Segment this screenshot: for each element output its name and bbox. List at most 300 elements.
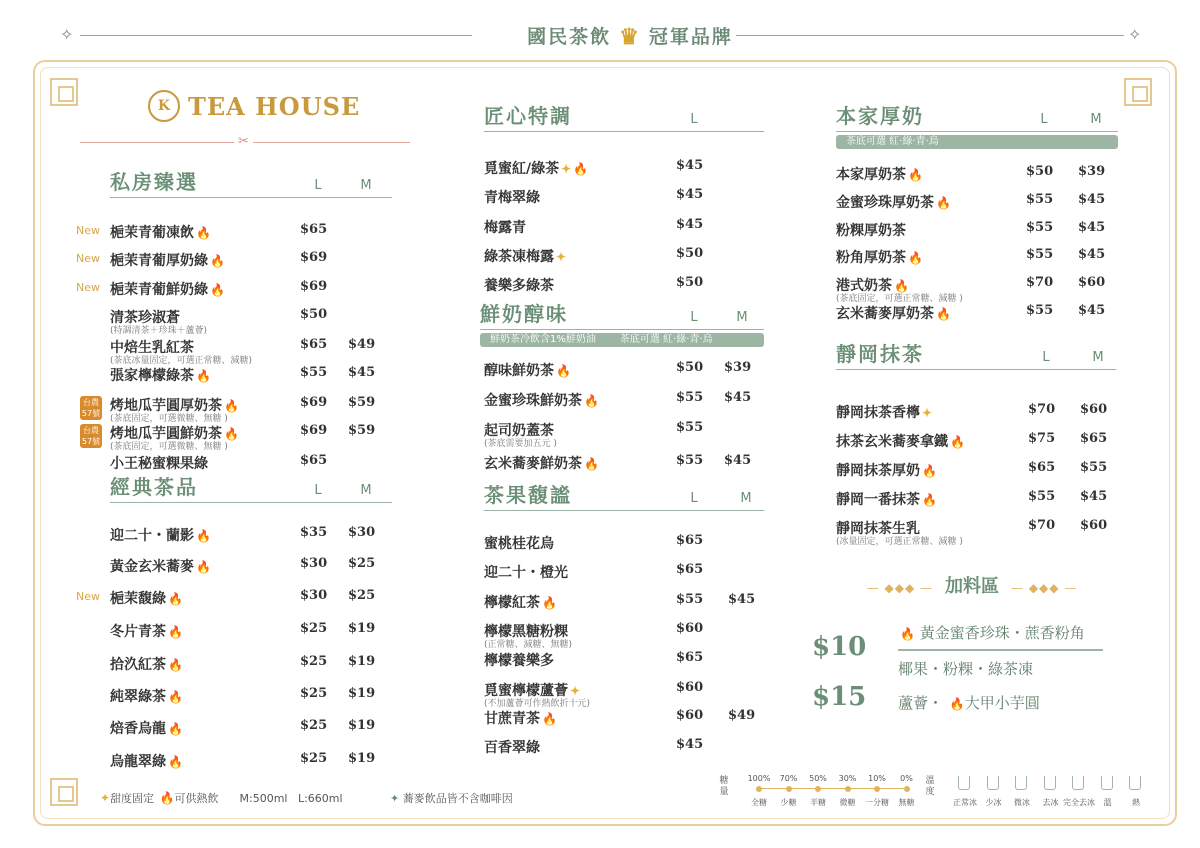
item-name-text: 梔茉青葡厚奶綠	[110, 253, 208, 269]
menu-item	[836, 431, 1116, 451]
item-name-text: 港式奶茶	[836, 278, 892, 294]
section-private	[76, 170, 392, 472]
new-badge: New	[76, 590, 100, 603]
sugar-dot	[756, 786, 762, 792]
section-title: 匠心特調	[484, 104, 572, 128]
menu-item	[836, 164, 1118, 184]
menu-item	[484, 680, 764, 709]
price-medium: $19	[348, 621, 376, 636]
item-name-text: 起司奶蓋茶	[484, 423, 554, 439]
section-header	[480, 302, 764, 330]
addon-text: 蘆薈・	[898, 694, 944, 712]
size-l: L:660ml	[297, 792, 343, 805]
price-large: $70	[1028, 402, 1056, 417]
ornament-icon: — ◆◆◆ —	[1011, 581, 1078, 595]
menu-item	[484, 187, 764, 207]
sweet-fixed-icon: ✦	[556, 250, 567, 264]
item-name-text: 純翠綠茶	[110, 689, 166, 705]
price-large: $55	[1028, 489, 1056, 504]
item-name	[836, 460, 937, 480]
item-name	[836, 164, 923, 184]
item-name	[110, 525, 211, 545]
cup-icon	[1015, 776, 1027, 790]
item-name-text: 烤地瓜芋圓厚奶茶	[110, 398, 222, 414]
temperature-level: 溫	[1103, 798, 1112, 807]
price-large: $65	[676, 650, 704, 665]
price-large: $50	[676, 360, 704, 375]
menu-item	[110, 337, 392, 366]
price-medium: $45	[1078, 247, 1106, 262]
slogan-left: 國民茶飲	[527, 26, 612, 48]
section-header	[836, 104, 1118, 132]
menu-item	[484, 592, 764, 612]
price-large: $65	[1028, 460, 1056, 475]
size-label-large: L	[690, 310, 698, 325]
item-name	[836, 220, 906, 240]
item-name-text: 冬片青茶	[110, 624, 166, 640]
item-name-text: 梔茉青葡鮮奶綠	[110, 282, 208, 298]
item-name-text: 靜岡抹茶香檸	[836, 405, 920, 421]
item-name	[836, 192, 951, 212]
hot-icon: 🔥	[196, 226, 211, 240]
hot-icon: 🔥	[949, 697, 965, 711]
menu-item	[484, 246, 764, 266]
menu-item	[110, 718, 392, 738]
item-name-text: 迎二十・橙光	[484, 565, 568, 581]
addon-text: 黃金蜜香珍珠・蔗香粉角	[919, 624, 1085, 642]
price-medium: $60	[1080, 518, 1108, 533]
menu-item	[836, 303, 1118, 323]
band-text: 茶底可選 紅‧綠‧青‧烏	[619, 334, 713, 345]
price-medium: $25	[348, 556, 376, 571]
price-medium: $45	[1078, 303, 1106, 318]
item-name	[484, 360, 571, 380]
price-medium: $45	[728, 592, 756, 607]
item-name	[484, 533, 554, 553]
price-large: $69	[300, 423, 328, 438]
item-name-text: 檸檬黑糖粉粿	[484, 624, 568, 640]
brand-logo	[148, 90, 360, 122]
section-craft	[484, 104, 764, 294]
item-name	[110, 453, 208, 473]
item-name	[484, 708, 557, 728]
item-name-text: 迎二十・蘭影	[110, 528, 194, 544]
hot-icon: 🔥	[908, 168, 923, 182]
price-medium: $55	[1080, 460, 1108, 475]
hot-icon: 🔥	[542, 596, 557, 610]
sweet-fixed-icon: ✦	[922, 406, 933, 420]
item-name-text: 拾汣紅茶	[110, 657, 166, 673]
size-label-medium: M	[736, 310, 748, 325]
size-label-large: L	[690, 491, 698, 506]
item-note: (茶底冰量固定，可選正常糖、減糖)	[110, 356, 253, 366]
item-name	[110, 654, 183, 674]
price-medium: $59	[348, 395, 376, 410]
item-name	[836, 247, 923, 267]
section-band	[480, 333, 764, 347]
hot-icon: 🔥	[224, 427, 239, 441]
section-classic	[76, 475, 392, 770]
section-header	[110, 475, 392, 503]
item-note: (冰量固定，可選正常糖、減糖 )	[836, 537, 963, 547]
item-name-text: 梔茉馥綠	[110, 591, 166, 607]
price-medium: $25	[348, 588, 376, 603]
menu-item	[110, 556, 392, 576]
item-name-text: 黃金玄米蕎麥	[110, 559, 194, 575]
price-large: $30	[300, 588, 328, 603]
section-title: 私房臻選	[110, 170, 198, 194]
price-medium: $65	[1080, 431, 1108, 446]
price-medium: $45	[348, 365, 376, 380]
item-name	[836, 303, 951, 323]
price-large: $50	[676, 275, 704, 290]
sugar-percent: 70%	[779, 774, 798, 783]
size-label-large: L	[1040, 112, 1048, 127]
item-name	[110, 222, 211, 242]
item-name-text: 醇味鮮奶茶	[484, 363, 554, 379]
menu-item	[76, 222, 392, 242]
menu-item	[484, 621, 764, 650]
item-name	[110, 250, 225, 270]
slogan-right: 冠軍品牌	[648, 26, 733, 48]
item-note: (不加蘆薈可作熱飲折十元)	[484, 699, 591, 709]
size-label-medium: M	[360, 178, 372, 193]
section-thickmilk	[836, 104, 1118, 322]
price-large: $55	[300, 365, 328, 380]
menu-item	[484, 708, 764, 728]
corner-ornament-icon	[50, 778, 78, 806]
sugar-bar	[756, 788, 904, 789]
menu-item	[836, 220, 1118, 240]
legend	[98, 790, 343, 806]
divider	[898, 649, 1103, 651]
hot-icon: 🔥	[159, 791, 175, 805]
hot-icon: 🔥	[168, 625, 183, 639]
addon-line	[898, 622, 1085, 643]
price-medium: $39	[1078, 164, 1106, 179]
section-title: 經典茶品	[110, 475, 198, 499]
price-large: $50	[676, 246, 704, 261]
item-name	[110, 718, 183, 738]
price-large: $70	[1026, 275, 1054, 290]
item-name-text: 金蜜珍珠厚奶茶	[836, 195, 934, 211]
hot-icon: 🔥	[584, 457, 599, 471]
price-large: $55	[676, 390, 704, 405]
price-large: $25	[300, 654, 328, 669]
sugar-level: 微糖	[839, 798, 856, 807]
price-large: $60	[676, 621, 704, 636]
temperature-label: 溫度	[925, 776, 935, 797]
legend-hot: 可供熱飲	[174, 792, 219, 805]
menu-item	[110, 751, 392, 771]
item-name-text: 清茶珍淑蒼	[110, 310, 180, 326]
item-name	[110, 556, 211, 576]
footer-note	[390, 790, 513, 806]
hot-icon: 🔥	[210, 283, 225, 297]
price-medium: $19	[348, 654, 376, 669]
price-large: $50	[1026, 164, 1054, 179]
item-name	[484, 592, 557, 612]
sugar-level: 無糖	[898, 798, 915, 807]
sugar-label: 糖量	[719, 776, 729, 797]
section-title: 茶果馥謐	[484, 483, 572, 507]
price-medium: $45	[1080, 489, 1108, 504]
price-large: $45	[676, 158, 704, 173]
price-10: $10	[812, 632, 867, 662]
sugar-dot	[845, 786, 851, 792]
size-label-medium: M	[1090, 112, 1102, 127]
price-large: $65	[300, 222, 328, 237]
section-title: 鮮奶醇味	[480, 302, 568, 326]
price-large: $55	[676, 420, 704, 435]
temperature-level: 熱	[1132, 798, 1140, 807]
size-label-medium: M	[740, 491, 752, 506]
hot-icon: 🔥	[542, 712, 557, 726]
item-name-text: 梅露青	[484, 220, 526, 236]
hot-icon: 🔥	[210, 254, 225, 268]
sugar-percent: 0%	[900, 774, 913, 783]
price-large: $69	[300, 279, 328, 294]
item-name	[484, 275, 554, 295]
price-large: $55	[1026, 192, 1054, 207]
item-note: (特調清茶＋珍珠＋蘆薈)	[110, 326, 208, 336]
price-large: $45	[676, 737, 704, 752]
item-name	[484, 187, 540, 207]
hot-icon: 🔥	[168, 722, 183, 736]
item-name	[484, 650, 554, 670]
item-note: (茶底固定，可選微糖、無糖 )	[110, 414, 228, 424]
price-large: $60	[676, 708, 704, 723]
price-large: $50	[300, 307, 328, 322]
brand-name: TEA HOUSE	[188, 91, 361, 121]
item-name	[836, 402, 932, 422]
section-fruit	[484, 483, 764, 756]
price-large: $25	[300, 686, 328, 701]
menu-item	[110, 365, 392, 385]
menu-item	[110, 307, 392, 336]
item-name	[484, 158, 588, 178]
item-name-text: 抹茶玄米蕎麥拿鐵	[836, 434, 948, 450]
sweet-fixed-icon: ✦	[561, 162, 572, 176]
sugar-dot	[786, 786, 792, 792]
hot-icon: 🔥	[922, 493, 937, 507]
menu-item	[81, 423, 392, 452]
item-name	[484, 246, 566, 266]
section-freshmilk	[480, 302, 764, 472]
price-medium: $60	[1080, 402, 1108, 417]
corner-ornament-icon	[1124, 78, 1152, 106]
price-large: $69	[300, 250, 328, 265]
crown-icon: ♛	[619, 24, 641, 50]
sparkle-left-icon: ✧	[60, 25, 74, 44]
menu-item	[110, 686, 392, 706]
item-name	[484, 217, 526, 237]
slogan	[480, 22, 780, 50]
price-large: $55	[1026, 303, 1054, 318]
item-name-text: 粉角厚奶茶	[836, 250, 906, 266]
price-medium: $49	[348, 337, 376, 352]
addon-text: 椰果・粉粿・綠茶凍	[898, 660, 1034, 678]
menu-item	[110, 654, 392, 674]
price-large: $55	[1026, 247, 1054, 262]
item-name-text: 玄米蕎麥厚奶茶	[836, 306, 934, 322]
item-name-text: 梔茉青葡凍飲	[110, 225, 194, 241]
item-name-text: 烏龍翠綠	[110, 754, 166, 770]
price-medium: $19	[348, 751, 376, 766]
price-large: $25	[300, 751, 328, 766]
item-name	[110, 686, 183, 706]
addons-panel	[812, 572, 1132, 722]
sweet-fixed-icon: ✦	[570, 684, 581, 698]
item-name	[836, 489, 937, 509]
menu-item	[110, 525, 392, 545]
item-name-text: 蜜桃桂花烏	[484, 536, 554, 552]
item-name-text: 甘蔗青茶	[484, 711, 540, 727]
item-name	[110, 751, 183, 771]
hot-icon: 🔥	[908, 251, 923, 265]
temperature-level: 少冰	[985, 798, 1002, 807]
new-badge: New	[76, 281, 100, 294]
top-slogan-bar	[60, 18, 1140, 54]
menu-item	[480, 453, 764, 473]
menu-item	[836, 460, 1116, 480]
price-large: $60	[676, 680, 704, 695]
addon-line	[898, 692, 1040, 713]
temperature-level: 完全去冰	[1063, 798, 1095, 807]
menu-item	[81, 395, 392, 424]
menu-item	[484, 158, 764, 178]
menu-item	[484, 737, 764, 757]
section-header	[484, 104, 764, 132]
sparkle-right-icon: ✧	[1128, 25, 1142, 44]
item-name-text: 覓蜜紅/綠茶	[484, 161, 560, 177]
sugar-level: 全糖	[751, 798, 767, 807]
item-name	[484, 737, 540, 757]
hot-icon: 🔥	[168, 690, 183, 704]
item-name	[110, 588, 183, 608]
cup-icon	[1101, 776, 1113, 790]
sugar-level: 少糖	[780, 798, 797, 807]
divider	[736, 35, 1124, 36]
menu-item	[836, 275, 1118, 304]
price-large: $70	[1028, 518, 1056, 533]
band-text: 鮮奶茶冷飲含1%鮮奶油	[490, 334, 596, 345]
size-label-medium: M	[360, 483, 372, 498]
menu-item	[836, 402, 1116, 422]
item-note: (茶底固定，可選正常糖、減糖 )	[836, 294, 963, 304]
size-label-large: L	[314, 483, 322, 498]
hot-icon: 🔥	[196, 560, 211, 574]
item-name	[836, 431, 965, 451]
menu-item	[836, 247, 1118, 267]
size-m: M:500ml	[239, 792, 288, 805]
item-name-text: 覓蜜檸檬蘆薈	[484, 683, 568, 699]
hot-icon: 🔥	[168, 592, 183, 606]
item-name-text: 靜岡一番抹茶	[836, 492, 920, 508]
price-large: $25	[300, 718, 328, 733]
hot-icon: 🔥	[584, 394, 599, 408]
size-label-large: L	[690, 112, 698, 127]
section-band	[836, 135, 1118, 149]
price-large: $55	[1026, 220, 1054, 235]
hot-icon: 🔥	[936, 196, 951, 210]
sugar-level: 半糖	[810, 798, 826, 807]
section-header	[484, 483, 764, 511]
menu-item	[480, 420, 764, 449]
item-name	[484, 453, 599, 473]
menu-item	[836, 192, 1118, 212]
sugar-dot	[815, 786, 821, 792]
price-large: $45	[676, 217, 704, 232]
cup-icon	[1044, 776, 1056, 790]
section-title: 靜岡抹茶	[836, 342, 924, 366]
section-title: 本家厚奶	[836, 104, 924, 128]
menu-item	[76, 250, 392, 270]
menu-item	[836, 489, 1116, 509]
item-name	[484, 390, 599, 410]
menu-item	[76, 279, 392, 299]
temperature-level: 微冰	[1014, 798, 1030, 807]
new-badge: New	[76, 252, 100, 265]
item-note: (茶底固定，可選微糖、無糖 )	[110, 442, 228, 452]
menu-item	[484, 275, 764, 295]
hot-icon: 🔥	[168, 755, 183, 769]
price-medium: $45	[724, 390, 752, 405]
size-label-medium: M	[1092, 350, 1104, 365]
price-medium: $19	[348, 718, 376, 733]
menu-item	[110, 621, 392, 641]
item-name-text: 靜岡抹茶生乳	[836, 521, 920, 537]
sugar-dot	[874, 786, 880, 792]
price-medium: $39	[724, 360, 752, 375]
price-large: $55	[676, 453, 704, 468]
cup-icon	[987, 776, 999, 790]
section-header	[836, 342, 1116, 370]
addons-title	[812, 572, 1132, 598]
sugar-dot	[904, 786, 910, 792]
menu-item	[836, 518, 1116, 547]
hot-icon: 🔥	[900, 627, 915, 641]
item-name-text: 檸檬養樂多	[484, 653, 554, 669]
hot-icon: 🔥	[196, 369, 211, 383]
band-text: 茶底可選 紅‧綠‧青‧烏	[846, 136, 939, 147]
item-name	[110, 279, 225, 299]
item-name	[484, 562, 568, 582]
price-medium: $30	[348, 525, 376, 540]
item-name-text: 烤地瓜芋圓鮮奶茶	[110, 426, 222, 442]
sugar-percent: 100%	[747, 774, 771, 783]
hot-icon: 🔥	[196, 529, 211, 543]
ornament-icon: — ◆◆◆ —	[866, 581, 933, 595]
price-large: $30	[300, 556, 328, 571]
item-name-text: 養樂多綠茶	[484, 278, 554, 294]
item-name	[110, 365, 211, 385]
temperature-level: 去冰	[1042, 798, 1059, 807]
leaf-icon: ✦	[390, 792, 400, 805]
footer-note-text: 蕎麥飲品皆不含咖啡因	[402, 792, 513, 805]
item-name-text: 檸檬紅茶	[484, 595, 540, 611]
legend-sweet: 甜度固定	[110, 792, 155, 805]
cup-icon	[1072, 776, 1084, 790]
item-name	[110, 621, 183, 641]
size-label-large: L	[314, 178, 322, 193]
menu-item	[484, 217, 764, 237]
price-15: $15	[812, 682, 867, 712]
menu-item	[484, 650, 764, 670]
sugar-percent: 50%	[809, 774, 827, 783]
price-large: $69	[300, 395, 328, 410]
item-name-text: 玄米蕎麥鮮奶茶	[484, 456, 582, 472]
